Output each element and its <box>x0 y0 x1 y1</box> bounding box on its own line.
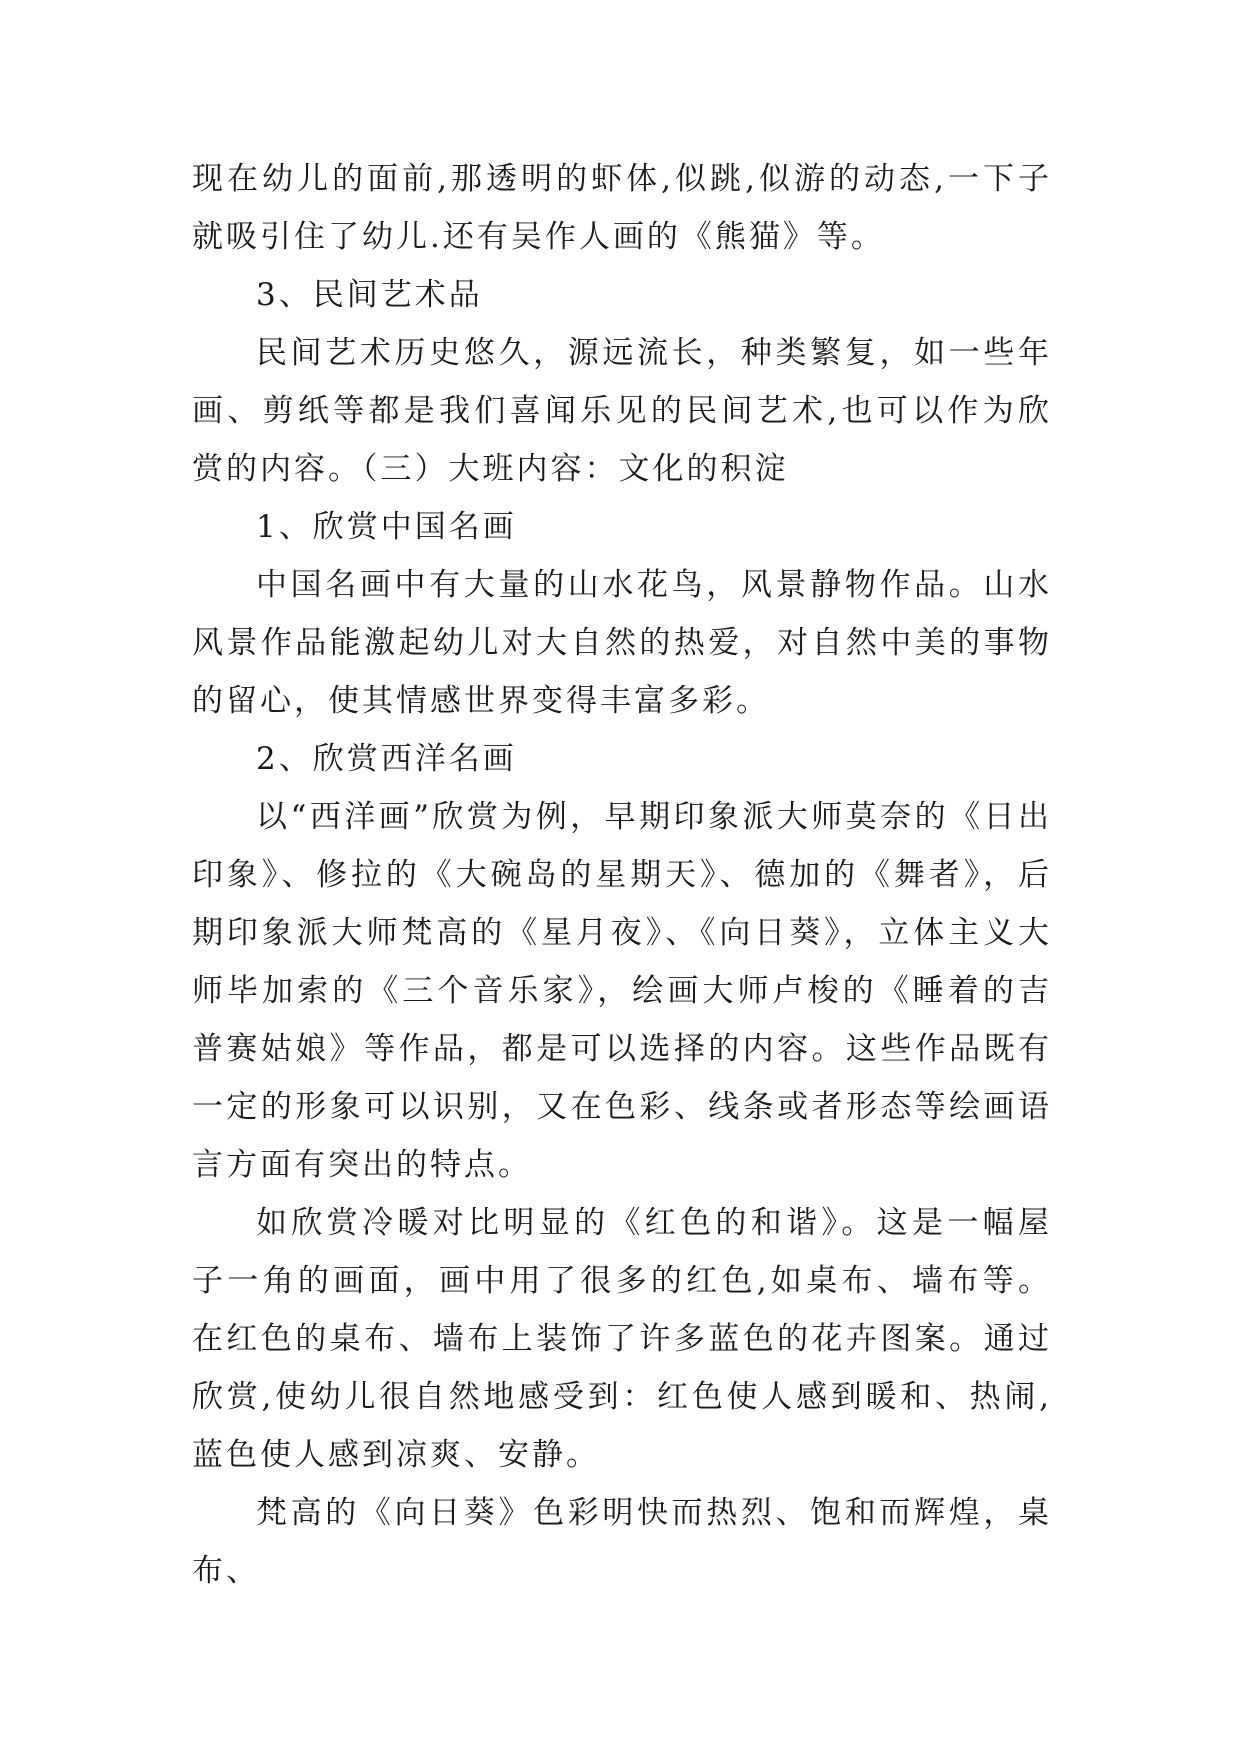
paragraph-chinese-paintings: 中国名画中有大量的山水花鸟，风景静物作品。山水风景作品能激起幼儿对大自然的热爱，对自然中美的事物的留心，使其情感世界变得丰富多彩。 <box>192 567 1052 719</box>
document-page <box>192 150 1052 1600</box>
paragraph-red-harmony: 如欣赏冷暖对比明显的《红色的和谐》。这是一幅屋子一角的画面，画中用了很多的红色,如桌布、墙布等。在红色的桌布、墙布上装饰了许多蓝色的花卉图案。通过欣赏,使幼儿很自然地感受到：红色使人感到暖和、热闹,蓝色使人感到凉爽、安静。 <box>192 1205 1052 1473</box>
paragraph-sunflowers: 梵高的《向日葵》色彩明快而热烈、饱和而辉煌，桌布、 <box>192 1495 1052 1589</box>
paragraph-folk-art: 民间艺术历史悠久，源远流长，种类繁复，如一些年画、剪纸等都是我们喜闻乐见的民间艺术,也可以作为欣赏的内容。（三）大班内容：文化的积淀 <box>192 335 1052 487</box>
paragraph-western-paintings: 以“西洋画”欣赏为例，早期印象派大师莫奈的《日出印象》、修拉的《大碗岛的星期天》、德加的《舞者》，后期印象派大师梵高的《星月夜》、《向日葵》，立体主义大师毕加索的《三个音乐家》，绘画大师卢梭的《睡着的吉普赛姑娘》等作品，都是可以选择的内容。这些作品既有一定的形象可以识别，又在色彩、线条或者形态等绘画语言方面有突出的特点。 <box>192 799 1052 1183</box>
heading-folk-art: 3、民间艺术品 <box>256 277 483 313</box>
heading-chinese-paintings: 1、欣赏中国名画 <box>256 509 517 545</box>
heading-western-paintings: 2、欣赏西洋名画 <box>256 741 517 777</box>
paragraph-continuation: 现在幼儿的面前,那透明的虾体,似跳,似游的动态,一下子就吸引住了幼儿.还有吴作人画的《熊猫》等。 <box>192 161 1052 255</box>
